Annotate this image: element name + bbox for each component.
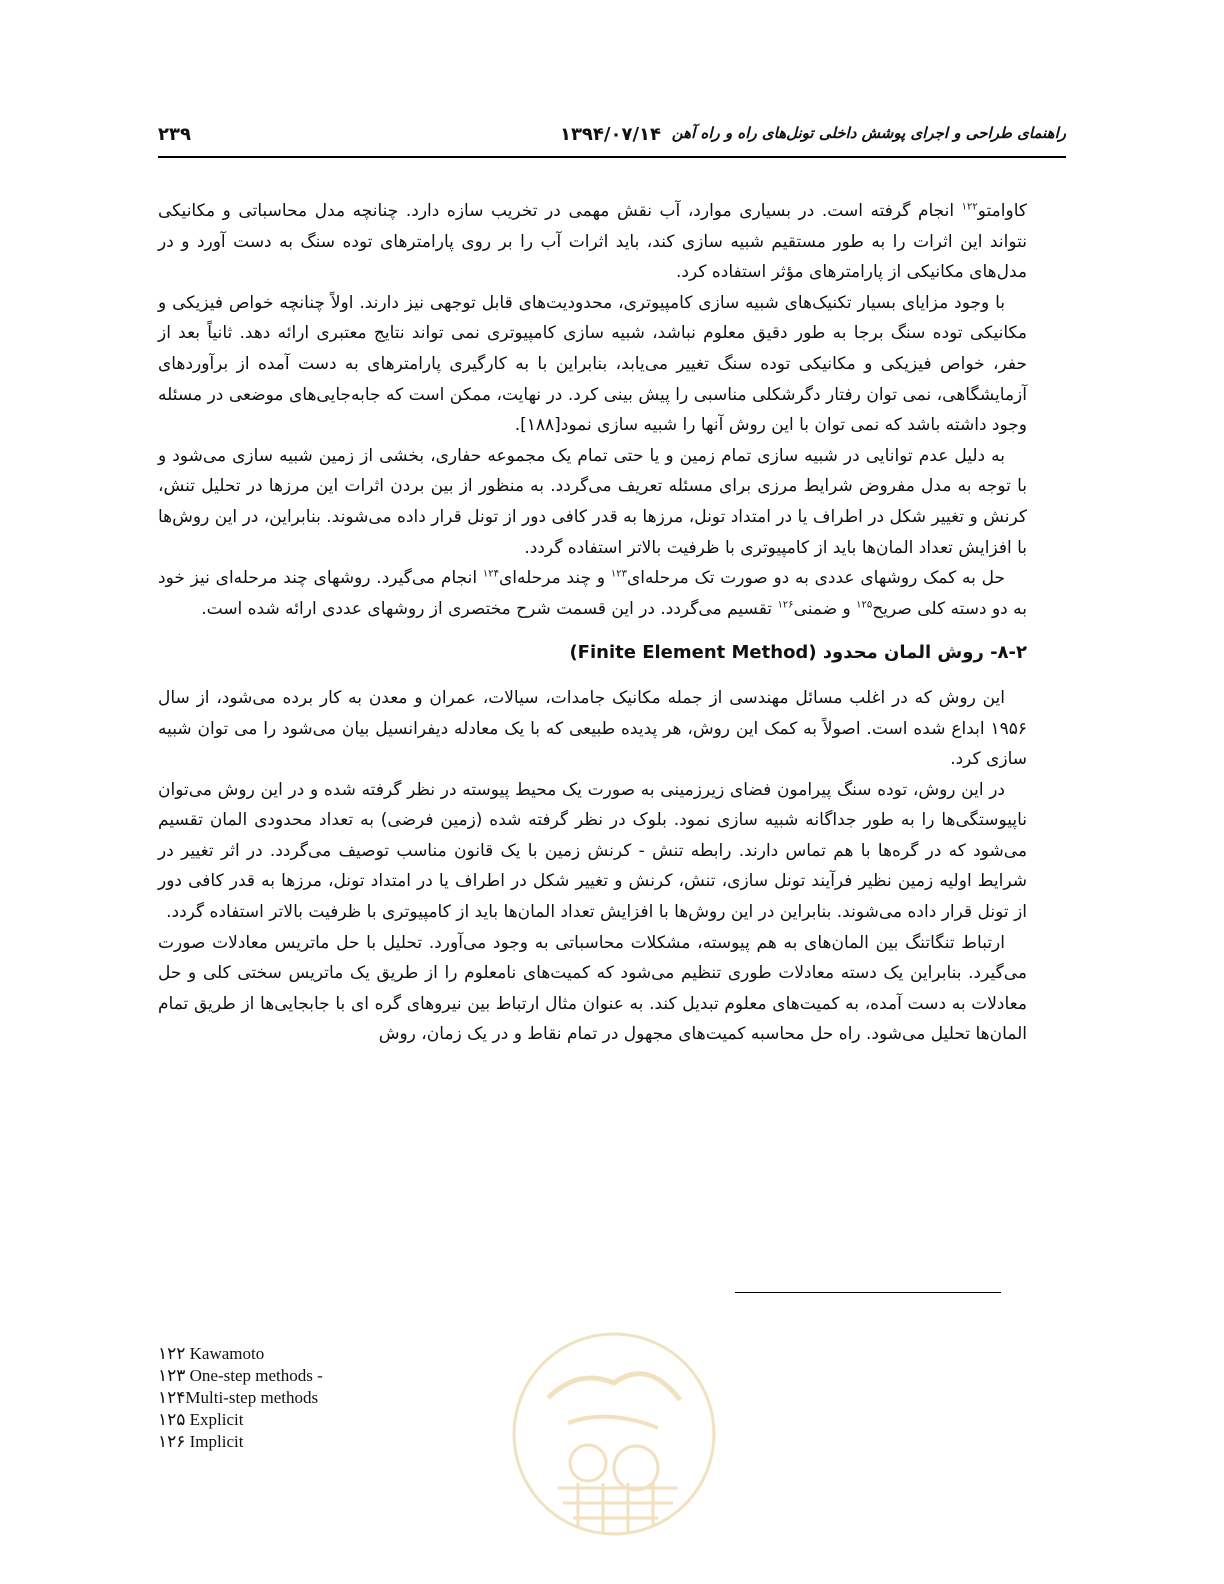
paragraph: ارتباط تنگاتنگ بین المان‌های به هم پیوسته، مشکلات محاسباتی به وجود می‌آورد. تحلیل با حل ماتریس معادلات صورت می‌گیرد. بنابراین یک دسته معادلات طوری تنظیم می‌شود که کمیت‌های نامعلوم را از طریق یک ماتریس سختی کلی و حل معادلات به دست آمده، به کمیت‌های معلوم تبدیل کند. به عنوان مثال ارتباط بین نیروهای گره ای با جابجایی‌ها از طریق تمام المان‌ها تحلیل می‌شود. راه حل محاسبه کمیت‌های مجهول در تمام نقاط و در یک زمان، روش xyxy=(158,932,1027,1045)
footnote: ۱۲۶ Implicit xyxy=(158,1432,244,1451)
page-number: ۲۳۹ xyxy=(158,124,191,145)
footnote-separator xyxy=(735,1292,1001,1293)
paragraph: کاوامتو$^{۱۲۲}$ انجام گرفته است. در بسیاری موارد، آب نقش مهمی در تخریب سازه دارد. چنانچه مدل محاسباتی و مکانیکی نتواند این اثرات را به طور مستقیم شبیه سازی کند، باید اثرات آب را بر روی پارامترهای توده سنگ به دست آورد و در مدل‌های مکانیکی از پارامترهای مؤثر استفاده کرد. xyxy=(158,201,1027,283)
footnotes xyxy=(158,1343,323,1453)
page-header xyxy=(158,118,1066,158)
footnote-ref: ۱۲۴ xyxy=(482,568,499,580)
footnote-ref: ۱۲۳ xyxy=(610,568,627,580)
footnote: ۱۲۲ Kawamoto xyxy=(158,1344,265,1363)
paragraph: با وجود مزایای بسیار تکنیک‌های شبیه سازی کامپیوتری، محدودیت‌های قابل توجهی نیز دارند. اولاً چنانچه خواص فیزیکی و مکانیکی توده سنگ برجا به طور دقیق معلوم نباشد، شبیه سازی کامپیوتری نمی تواند نتایج معتبری ارائه دهد. ثانیاً بعد از حفر، خواص فیزیکی و مکانیکی توده سنگ تغییر می‌یابد، بنابراین با به کارگیری پارامترهای به دست آمده از برآوردهای آزمایشگاهی، نمی توان رفتار دگرشکلی مناسبی را پیش بینی کرد. در نهایت، ممکن است که جابه‌جایی‌های موضعی در مسئله وجود داشته باشد که نمی توان با این روش آنها را شبیه سازی نمود[۱۸۸]. xyxy=(158,292,1027,436)
paragraph: به دلیل عدم توانایی در شبیه سازی تمام زمین و یا حتی تمام یک مجموعه حفاری، بخشی از زمین شبیه سازی می‌شود و با توجه به مدل مفروض شرایط مرزی برای مسئله تعریف می‌گردد. به منظور از بین بردن اثرات این مرزها در تحلیل تنش، کرنش و تغییر شکل در اطراف یا در امتداد تونل، مرزها به قدر کافی دور از تونل قرار داده می‌شوند. بنابراین، در این روش‌ها با افزایش تعداد المان‌ها باید از کامپیوتری با ظرفیت بالاتر استفاده گردد. xyxy=(158,445,1027,558)
section-heading: ۸-۲- روش المان محدود (Finite Element Method) xyxy=(569,642,1027,664)
footnote-ref: ۱۲۶ xyxy=(777,599,794,611)
footnote: ۱۲۴Multi-step methods xyxy=(158,1388,319,1407)
footnote: ۱۲۳ One-step methods - xyxy=(158,1366,323,1385)
document-body xyxy=(158,196,1027,1050)
paragraph: حل به کمک روشهای عددی به دو صورت تک مرحله‌ای$^{۱۲۳}$ و چند مرحله‌ای$^{۱۲۴}$ انجام می‌گیرد. روشهای چند مرحله‌ای نیز خود به دو دسته کلی صریح$^{۱۲۵}$ و ضمنی$^{۱۲۶}$ تقسیم می‌گردد. در این قسمت شرح مختصری از روشهای عددی ارائه شده است. xyxy=(158,568,1027,619)
header-date: ۱۳۹۴/۰۷/۱۴ xyxy=(559,124,661,145)
paragraph: این روش که در اغلب مسائل مهندسی از جمله مکانیک جامدات، سیالات، عمران و معدن به کار برده می‌شود، از سال ۱۹۵۶ ابداع شده است. اصولاً به کمک این روش، هر پدیده طبیعی که با یک معادله دیفرانسیل بیان می‌شود را می توان شبیه سازی کرد. xyxy=(158,687,1027,770)
footnote-ref: ۱۲۲ xyxy=(961,201,978,213)
watermark-stamp-icon xyxy=(508,1328,720,1540)
running-title: راهنمای طراحی و اجرای پوشش داخلی تونل‌های راه و راه آهن xyxy=(671,124,1066,142)
footnote-ref: ۱۲۵ xyxy=(856,599,873,611)
paragraph: در این روش، توده سنگ پیرامون فضای زیرزمینی به صورت یک محیط پیوسته در نظر گرفته شده و در این روش می‌توان ناپیوستگی‌ها را به طور جداگانه شبیه سازی نمود. بلوک در نظر گرفته شده (زمین فرضی) به تعداد محدودی المان تقسیم می‌شود که در گره‌ها با هم تماس دارند. رابطه تنش - کرنش زمین با یک قانون مناسب توصیف می‌گردد. در اثر تغییر در شرایط اولیه زمین نظیر فرآیند تونل سازی، تنش، کرنش و تغییر شکل در اطراف یا در امتداد تونل، مرزها به قدر کافی دور از تونل قرار داده می‌شوند. بنابراین در این روش‌ها با افزایش تعداد المان‌ها باید از کامپیوتری با ظرفیت بالاتر استفاده گردد. xyxy=(158,779,1027,923)
footnote: ۱۲۵ Explicit xyxy=(158,1410,244,1429)
